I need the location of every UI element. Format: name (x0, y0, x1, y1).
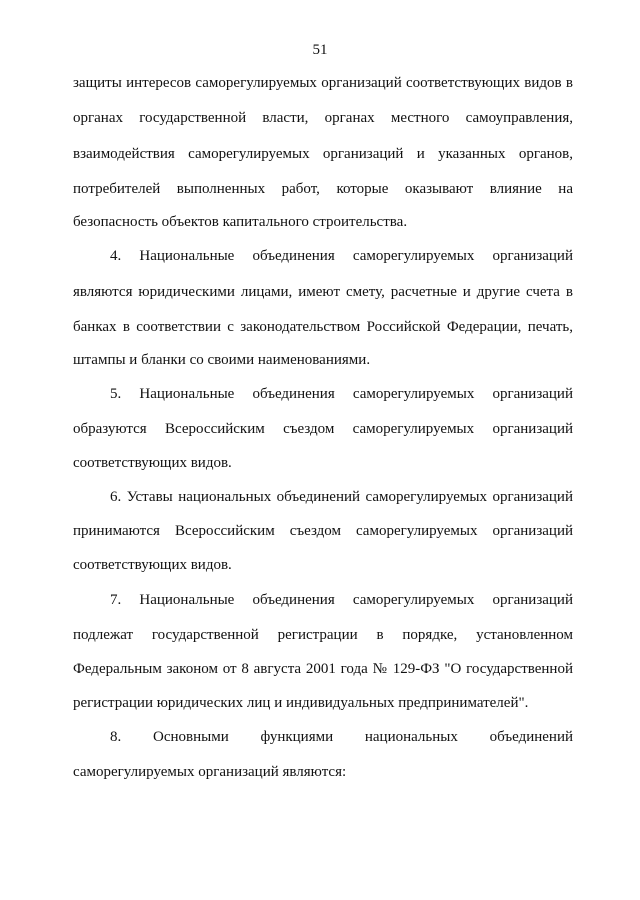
text-line: регистрации юридических лиц и индивидуальных предпринимателей". (73, 695, 529, 711)
text-line: безопасность объектов капитального строительства. (73, 214, 408, 230)
paragraph-4-first-line: 4. Национальные объединения саморегулируемых организаций (110, 248, 573, 264)
text-line: Федеральным законом от 8 августа 2001 года № 129-ФЗ "О государственной (73, 661, 573, 677)
text-line: соответствующих видов. (73, 557, 232, 573)
paragraph-5-first-line: 5. Национальные объединения саморегулируемых организаций (110, 386, 573, 402)
text-line: взаимодействия саморегулируемых организаций и указанных органов, (73, 146, 573, 162)
text-line: органах государственной власти, органах местного самоуправления, (73, 110, 573, 126)
text-line: принимаются Всероссийским съездом саморегулируемых организаций (73, 523, 573, 539)
text-line: потребителей выполненных работ, которые оказывают влияние на (73, 181, 573, 197)
paragraph-6-first-line: 6. Уставы национальных объединений саморегулируемых организаций (110, 489, 573, 505)
text-line: банках в соответствии с законодательством Российской Федерации, печать, (73, 319, 573, 335)
text-line: штампы и бланки со своими наименованиями. (73, 352, 371, 368)
page-number: 51 (312, 42, 328, 58)
text-line: защиты интересов саморегулируемых организаций соответствующих видов в (73, 75, 573, 91)
paragraph-7-first-line: 7. Национальные объединения саморегулируемых организаций (110, 592, 573, 608)
text-line: являются юридическими лицами, имеют смету, расчетные и другие счета в (73, 284, 573, 300)
text-line: подлежат государственной регистрации в порядке, установленном (73, 627, 573, 643)
text-line: саморегулируемых организаций являются: (73, 764, 347, 780)
paragraph-8-first-line: 8. Основными функциями национальных объединений (110, 729, 573, 745)
text-line: соответствующих видов. (73, 455, 232, 471)
text-line: образуются Всероссийским съездом саморегулируемых организаций (73, 421, 573, 437)
